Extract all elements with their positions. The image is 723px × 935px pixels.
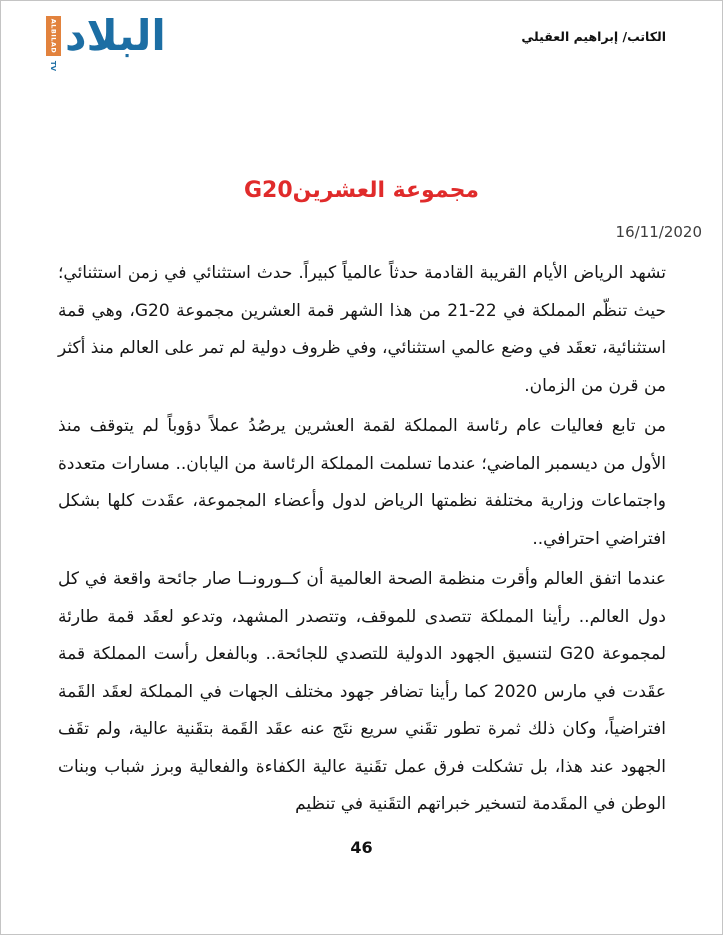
article-title: مجموعة العشرينG20 — [243, 178, 480, 203]
page-header — [1, 1, 722, 77]
page-number: 46 — [350, 838, 373, 857]
albilad-logo-strip — [45, 13, 62, 77]
article-date: 16/11/2020 — [615, 223, 702, 241]
article-paragraph: عندما اتفق العالم وأقرت منظمة الصحة العالمية أن كــورونــا صار جائحة واقعة في كل دول العالم.. رأينا المملكة تتصدى للموقف، وتتصدر المشهد، وتدعو لعقَد قمة طارئة لمجموعة G20 لتنسيق الجهود الدولية للتصدي للجائحة.. وبالفعل رأست المملكة قمة عقَدت في مارس 2020 كما رأينا تضافر جهود مختلف الجهات في المملكة لعقَد القَمة افتراضياً، وكان ذلك ثمرة تطور تقَني سريع نتَج عنه عقَد القَمة بتقَنية عالية، ولم تقَف الجهود عند هذا، بل تشكلت فرق عمل تقَنية عالية الكفاءة والفعالية وبرز شباب وبنات الوطن في المقَدمة لتسخير خبراتهم التقَنية في تنظيم — [58, 569, 667, 814]
author-byline: الكاتب/ إبراهيم العقيلي — [521, 29, 666, 44]
albilad-logo-tv — [46, 58, 61, 74]
albilad-logo-tv-text: TV — [49, 60, 58, 72]
article-paragraph: تشهد الرياض الأيام القريبة القادمة حدثاً عالمياً كبيراً. حدث استثنائي في زمن استثنائي؛ حيث تنظّم المملكة في 22-21 من هذا الشهر قمة العشرين مجموعة G20، وهي قمة استثنائية، تعقَد في وضع عالمي استثنائي، وفي ظروف دولية لم تمر على العالم منذ أكثر من قرن من الزمان. — [58, 263, 666, 396]
article-body — [58, 255, 666, 824]
albilad-logo — [45, 13, 166, 77]
albilad-logo-arabic-text: البلاد — [65, 11, 166, 60]
article-paragraph: من تابع فعاليات عام رئاسة المملكة لقمة العشرين يرصُدُ عملاً دؤوباً لم يتوقف منذ الأول من ديسمبر الماضي؛ عندما تسلمت المملكة الرئاسة من اليابان.. مسارات متعددة واجتماعات وزارية مختلفة نظمتها الرياض لدول وأعضاء المجموعة، عقَدت كلها بشكل افتراضي احترافي.. — [58, 416, 666, 549]
albilad-logo-latin-text: ALBILAD — [49, 18, 58, 54]
albilad-logo-orange-bar — [46, 16, 61, 56]
